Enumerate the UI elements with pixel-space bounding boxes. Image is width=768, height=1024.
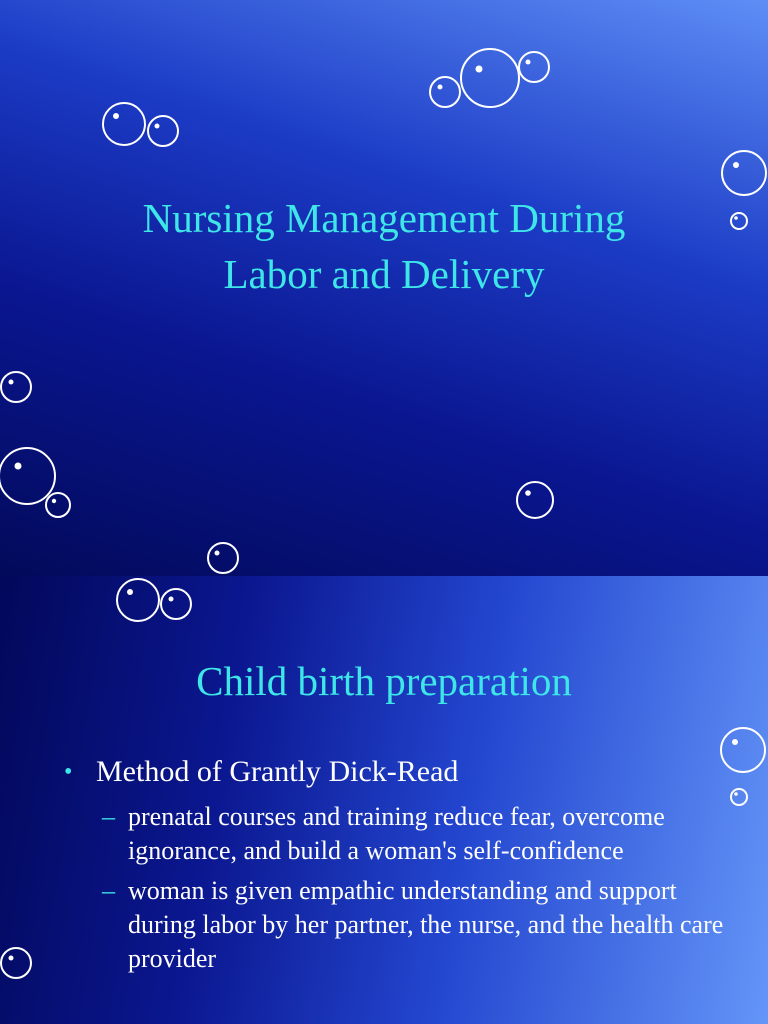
dash-marker: – xyxy=(102,802,115,831)
sub-bullet-list xyxy=(64,800,724,976)
bubble-icon xyxy=(519,52,549,82)
slide-2-title: Child birth preparation xyxy=(196,658,572,704)
bubble-icon xyxy=(430,77,460,107)
sub-bullet-text: woman is given empathic understanding and support during labor by her partner, the nurse, and the health care provider xyxy=(128,876,724,973)
sub-bullet-item xyxy=(64,800,724,868)
bubble-icon xyxy=(731,213,747,229)
slide-2 xyxy=(0,576,768,1024)
bullet-text: Method of Grantly Dick-Read xyxy=(96,755,459,788)
sub-bullet-item xyxy=(64,874,724,976)
bubble-icon xyxy=(731,789,747,805)
bubble-icon xyxy=(721,728,765,772)
bubble-icon xyxy=(722,151,766,195)
title-line-1: Nursing Management During xyxy=(142,195,626,241)
bubble-icon xyxy=(161,589,191,619)
slide-1-title xyxy=(60,190,708,302)
bubble-icon xyxy=(461,49,519,107)
bubble-icon xyxy=(46,493,70,517)
bubble-icon xyxy=(103,103,145,145)
bubble-icon xyxy=(1,948,31,978)
title-line-2: Labor and Delivery xyxy=(223,251,545,297)
dash-marker: – xyxy=(102,876,115,905)
slide-2-content xyxy=(64,754,724,982)
bubble-icon xyxy=(1,372,31,402)
bubble-icon xyxy=(208,543,238,573)
bullet-item xyxy=(64,754,724,790)
sub-bullet-text: prenatal courses and training reduce fear, overcome ignorance, and build a woman's self-confidence xyxy=(128,802,665,865)
bubble-icon xyxy=(117,579,159,621)
bubble-icon xyxy=(148,116,178,146)
bullet-marker: • xyxy=(64,759,73,785)
bubble-icon xyxy=(0,448,55,504)
bubble-icon xyxy=(517,482,553,518)
